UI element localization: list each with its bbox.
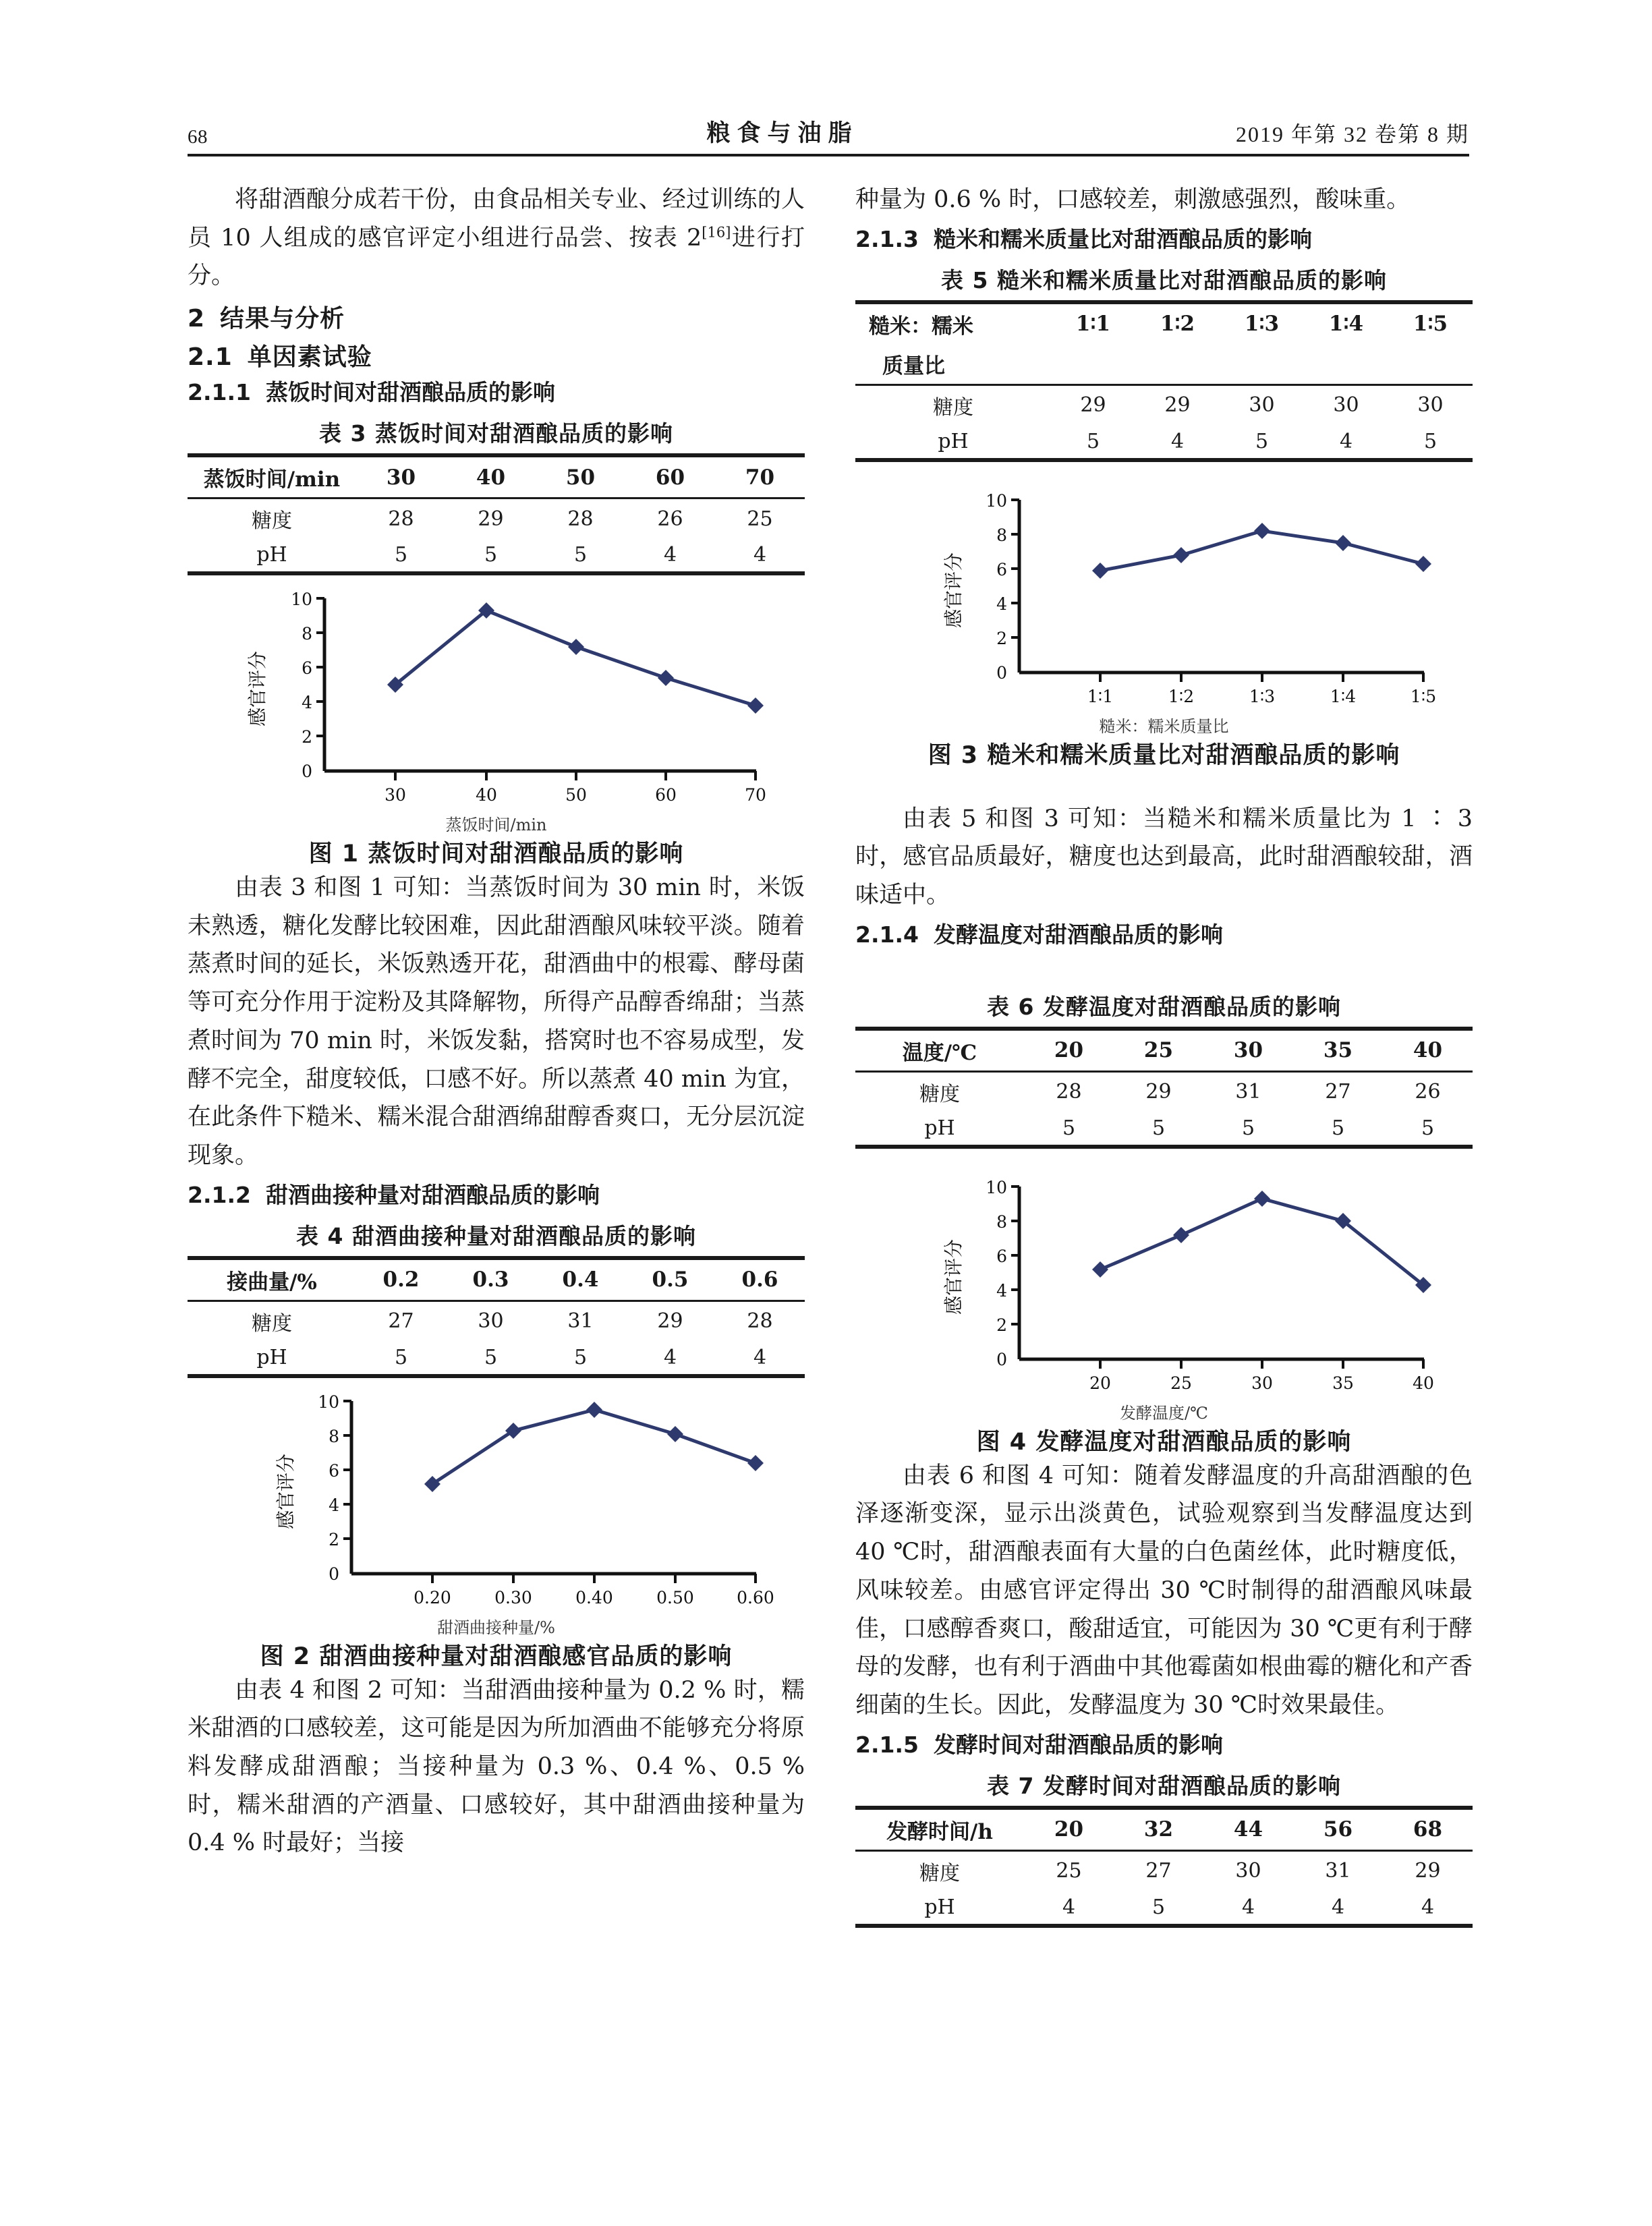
section-number-2-1-5: 2.1.5 — [855, 1731, 919, 1758]
table7-title: 表 7 发酵时间对甜酒酿品质的影响 — [987, 1772, 1341, 1799]
table7-col-header-4: 68 — [1413, 1817, 1443, 1842]
table6-col-header-0: 20 — [1054, 1038, 1084, 1063]
fig1-xtick-3: 60 — [654, 785, 677, 805]
fig2-ytick-10: 10 — [317, 1392, 339, 1412]
table4-title: 表 4 甜酒曲接种量对甜酒酿品质的影响 — [296, 1222, 696, 1249]
table6-title: 表 6 发酵温度对甜酒酿品质的影响 — [987, 993, 1341, 1020]
table3-r0c4: 25 — [747, 507, 773, 531]
fig4-ytick-8: 8 — [996, 1211, 1007, 1232]
fig4-xtick-3: 35 — [1332, 1373, 1354, 1393]
page-number: 68 — [188, 126, 208, 148]
table-row — [855, 1891, 1473, 1926]
table-row — [188, 538, 805, 573]
table4-col-header-1: 0.3 — [472, 1267, 509, 1292]
table3-r0c0: 28 — [388, 507, 414, 531]
table3-r0c1: 29 — [478, 507, 504, 531]
issue-info: 2019 年第 32 卷第 8 期 — [1235, 122, 1469, 146]
table6-r0c1: 29 — [1145, 1080, 1172, 1104]
table-row — [855, 1071, 1473, 1112]
section-title-2: 结果与分析 — [220, 305, 345, 333]
table4-header-row — [188, 1258, 805, 1301]
section-heading-2-1-3 — [855, 222, 1473, 254]
fig1-ytick-10: 10 — [290, 590, 312, 610]
table5-r1c3: 4 — [1339, 429, 1353, 453]
fig1-xlabel: 蒸饭时间/min — [445, 816, 547, 835]
fig3-ylabel: 感官评分 — [942, 552, 965, 628]
table5-header2-spacer-1 — [1135, 344, 1220, 385]
table5-r0c1: 29 — [1164, 393, 1191, 418]
table5-col-header-4: 1∶5 — [1413, 312, 1448, 337]
fig2-ytick-0: 0 — [328, 1564, 339, 1584]
section-title-2-1-2: 甜酒曲接种量对甜酒酿品质的影响 — [265, 1181, 600, 1208]
table7-col-header-label: 发酵时间/h — [886, 1819, 993, 1844]
table5-r1c2: 5 — [1255, 429, 1269, 453]
table6 — [855, 1027, 1473, 1149]
table3-r1c3: 4 — [663, 543, 677, 567]
table3-row1-label: pH — [256, 543, 287, 567]
fig1-ytick-0: 0 — [301, 762, 312, 782]
fig1-ytick-4: 4 — [301, 693, 312, 713]
table-row — [855, 1112, 1473, 1147]
running-head — [188, 101, 1469, 148]
reference-marker: [16] — [702, 224, 731, 241]
table6-col-header-2: 30 — [1233, 1038, 1263, 1063]
table5-row1-label: pH — [938, 429, 969, 453]
table7-col-header-0: 20 — [1054, 1817, 1084, 1842]
table3-col-header-2: 50 — [565, 465, 596, 490]
fig4-xlabel: 发酵温度/℃ — [1120, 1403, 1208, 1423]
table3-r0c3: 26 — [657, 507, 683, 531]
table7-row1-label: pH — [924, 1895, 955, 1919]
fig2-ytick-6: 6 — [328, 1460, 339, 1481]
table7-r1c4: 4 — [1421, 1895, 1435, 1919]
section-heading-2-1-4 — [855, 917, 1473, 949]
table6-r1c0: 5 — [1062, 1116, 1076, 1140]
fig3-svg — [884, 489, 1444, 712]
section-title-2-1: 单因素试验 — [247, 343, 372, 372]
fig1-ytick-6: 6 — [301, 658, 312, 679]
fig4-xtick-2: 30 — [1251, 1373, 1273, 1393]
section-number-2: 2 — [188, 305, 206, 333]
table-row — [188, 1341, 805, 1376]
fig2-xtick-1: 0.30 — [494, 1587, 532, 1607]
fig2-xtick-0: 0.20 — [413, 1587, 451, 1607]
table3-r1c2: 5 — [573, 543, 588, 567]
table5-r1c0: 5 — [1086, 429, 1100, 453]
figure-4-chart — [855, 1176, 1473, 1398]
fig1-xtick-2: 50 — [565, 785, 587, 805]
table7-col-header-3: 56 — [1323, 1817, 1353, 1842]
table3-r1c0: 5 — [394, 543, 408, 567]
table5-header2-spacer-4 — [1388, 344, 1473, 385]
table5-row0-label: 糖度 — [933, 395, 973, 420]
table4-row0-label: 糖度 — [252, 1311, 292, 1336]
table3 — [188, 453, 805, 575]
table3-r0c2: 28 — [567, 507, 594, 531]
paragraph-carryover: 种量为 0.6 % 时，口感较差，刺激感强烈，酸味重。 — [855, 186, 1411, 213]
section-heading-2-1-2 — [188, 1178, 805, 1209]
paragraph-fig3-analysis: 由表 5 和图 3 可知：当糙米和糯米质量比为 1 ∶ 3 时，感官品质最好，糖度也达到最高，此时甜酒酿较甜，酒味适中。 — [855, 805, 1473, 909]
table-row — [188, 498, 805, 539]
fig1-ytick-2: 2 — [301, 727, 312, 747]
table7 — [855, 1806, 1473, 1928]
table7-r0c4: 29 — [1415, 1859, 1441, 1883]
fig2-ytick-4: 4 — [328, 1495, 339, 1515]
table4-r1c3: 4 — [663, 1345, 677, 1369]
paragraph-fig1-analysis: 由表 3 和图 1 可知：当蒸饭时间为 30 min 时，米饭未熟透，糖化发酵比较困难，因此甜酒酿风味较平淡。随着蒸煮时间的延长，米饭熟透开花，甜酒曲中的根霉、酵母菌等可充分作用于淀粉及其降解物，所得产品醇香绵甜；当蒸煮时间为 70 min 时，米饭发黏，搭窝时也不容易成型，发酵不完全，甜度较低，口感不好。所以蒸煮 40 min 为宜，在此条件下糙米、糯米混合甜酒绵甜醇香爽口，无分层沉淀现象。 — [188, 874, 805, 1169]
paragraph-intro-tail: 进行打分。 — [188, 224, 805, 290]
fig4-ylabel: 感官评分 — [942, 1238, 965, 1315]
journal-title: 粮食与油脂 — [706, 119, 859, 147]
section-title-2-1-4: 发酵温度对甜酒酿品质的影响 — [933, 921, 1223, 948]
table6-col-header-4: 40 — [1413, 1038, 1443, 1063]
table3-col-header-label: 蒸饭时间/min — [203, 467, 341, 492]
section-title-2-1-1: 蒸饭时间对甜酒酿品质的影响 — [265, 379, 555, 406]
table5-r0c3: 30 — [1333, 393, 1359, 418]
fig1-ytick-8: 8 — [301, 624, 312, 644]
table4-r0c1: 30 — [478, 1309, 504, 1334]
table7-r1c1: 5 — [1151, 1895, 1166, 1919]
table5-col-header-0: 1∶1 — [1075, 312, 1111, 337]
fig3-xtick-1: 1∶2 — [1168, 686, 1194, 706]
fig3-xlabel: 糙米：糯米质量比 — [1099, 716, 1229, 736]
fig3-xtick-3: 1∶4 — [1330, 686, 1356, 706]
fig4-ytick-6: 6 — [996, 1246, 1007, 1266]
fig4-series-line — [1100, 1199, 1423, 1285]
fig2-xtick-4: 0.60 — [736, 1587, 774, 1607]
section-heading-2-1-5 — [855, 1728, 1473, 1759]
fig3-ytick-4: 4 — [996, 594, 1007, 614]
fig4-svg — [884, 1176, 1444, 1398]
table4-r1c1: 5 — [484, 1345, 498, 1369]
table5-header-row2 — [855, 344, 1473, 385]
table5-header2-spacer-0 — [1051, 344, 1135, 385]
table4-r0c3: 29 — [657, 1309, 683, 1334]
fig4-ytick-10: 10 — [985, 1177, 1007, 1197]
table3-title: 表 3 蒸饭时间对甜酒酿品质的影响 — [319, 420, 673, 447]
fig2-ytick-2: 2 — [328, 1529, 339, 1549]
table5-header2-spacer-3 — [1304, 344, 1388, 385]
figure-3 — [855, 489, 1473, 770]
figure-2 — [188, 1390, 805, 1672]
table6-r1c2: 5 — [1241, 1116, 1255, 1140]
fig2-caption: 图 2 甜酒曲接种量对甜酒酿感官品质的影响 — [260, 1643, 733, 1670]
table3-r1c1: 5 — [484, 543, 498, 567]
table5-header2-spacer-2 — [1220, 344, 1304, 385]
table7-row0-label: 糖度 — [919, 1861, 960, 1885]
table7-r0c0: 25 — [1056, 1859, 1082, 1883]
table5-col-header-3: 1∶4 — [1328, 312, 1364, 337]
table4-r0c0: 27 — [388, 1309, 414, 1334]
table-row — [855, 384, 1473, 425]
table5-header-row — [855, 302, 1473, 344]
table3-col-header-3: 60 — [655, 465, 685, 490]
table4-col-header-4: 0.6 — [741, 1267, 778, 1292]
figure-3-chart — [855, 489, 1473, 712]
fig3-ytick-2: 2 — [996, 628, 1007, 648]
fig1-xtick-0: 30 — [384, 785, 406, 805]
table4-r0c4: 28 — [747, 1309, 773, 1334]
figure-4 — [855, 1176, 1473, 1457]
right-column — [855, 181, 1473, 1928]
table5-title: 表 5 糙米和糯米质量比对甜酒酿品质的影响 — [941, 266, 1387, 293]
table3-col-header-1: 40 — [476, 465, 506, 490]
fig4-ytick-4: 4 — [996, 1280, 1007, 1301]
section-title-2-1-5: 发酵时间对甜酒酿品质的影响 — [933, 1731, 1223, 1758]
section-number-2-1-2: 2.1.2 — [188, 1181, 251, 1208]
table6-r1c1: 5 — [1151, 1116, 1166, 1140]
fig4-ytick-2: 2 — [996, 1315, 1007, 1335]
table7-col-header-1: 32 — [1143, 1817, 1174, 1842]
table5-r0c4: 30 — [1417, 393, 1444, 418]
fig2-svg — [217, 1390, 776, 1613]
fig3-ytick-0: 0 — [996, 662, 1007, 683]
table4-col-header-0: 0.2 — [382, 1267, 420, 1292]
table4-r1c0: 5 — [394, 1345, 408, 1369]
table6-col-header-label: 温度/℃ — [902, 1040, 977, 1065]
table5-col-header-2: 1∶3 — [1244, 312, 1280, 337]
table7-r0c3: 31 — [1325, 1859, 1351, 1883]
table6-col-header-3: 35 — [1323, 1038, 1353, 1063]
table4-row1-label: pH — [256, 1345, 287, 1369]
table-row — [855, 1850, 1473, 1891]
fig3-series-markers — [1092, 523, 1431, 579]
section-heading-2-1 — [188, 338, 805, 372]
fig4-ytick-0: 0 — [996, 1349, 1007, 1369]
fig4-xtick-0: 20 — [1089, 1373, 1111, 1393]
table3-r1c4: 4 — [753, 543, 767, 567]
table5-r0c0: 29 — [1080, 393, 1106, 418]
table7-r0c2: 30 — [1235, 1859, 1261, 1883]
table5-col-header-label-line2: 质量比 — [882, 353, 945, 378]
fig2-xtick-2: 0.40 — [575, 1587, 613, 1607]
table4-col-header-label: 接曲量/% — [227, 1269, 317, 1294]
table6-header-row — [855, 1029, 1473, 1072]
table3-col-header-4: 70 — [745, 465, 775, 490]
table5-r0c2: 30 — [1249, 393, 1275, 418]
table4-r1c4: 4 — [753, 1345, 767, 1369]
figure-1-chart — [188, 588, 805, 810]
table6-r0c0: 28 — [1056, 1080, 1082, 1104]
section-number-2-1-1: 2.1.1 — [188, 379, 251, 406]
table4-r0c2: 31 — [567, 1309, 594, 1334]
fig4-xtick-1: 25 — [1170, 1373, 1192, 1393]
section-number-2-1-3: 2.1.3 — [855, 225, 919, 252]
fig4-series-markers — [1092, 1191, 1431, 1293]
paragraph-intro-text: 将甜酒酿分成若干份，由食品相关专业、经过训练的人员 10 人组成的感官评定小组进行品尝、按表 2 — [188, 186, 805, 252]
table7-r1c0: 4 — [1062, 1895, 1076, 1919]
table4 — [188, 1256, 805, 1378]
table6-r0c3: 27 — [1325, 1080, 1351, 1104]
fig3-ytick-10: 10 — [985, 490, 1007, 511]
fig1-svg — [217, 588, 776, 810]
section-number-2-1: 2.1 — [188, 343, 233, 372]
paragraph-fig2-analysis: 由表 4 和图 2 可知：当甜酒曲接种量为 0.2 % 时，糯米甜酒的口感较差，这可能是因为所加酒曲不能够充分将原料发酵成甜酒酿；当接种量为 0.3 %、0.4 %、0.5 % 时，糯米甜酒的产酒量、口感较好，其中甜酒曲接种量为 0.4 % 时最好；当接 — [188, 1676, 805, 1857]
section-number-2-1-4: 2.1.4 — [855, 921, 919, 948]
left-column — [188, 181, 805, 1862]
table7-r1c2: 4 — [1241, 1895, 1255, 1919]
fig2-xtick-3: 0.50 — [656, 1587, 694, 1607]
fig1-series-line — [395, 610, 756, 706]
section-heading-2-1-1 — [188, 375, 805, 407]
figure-2-chart — [188, 1390, 805, 1613]
table5-col-header-label-line1: 糙米：糯米 — [869, 314, 973, 339]
fig2-series-line — [432, 1410, 756, 1484]
fig1-caption: 图 1 蒸饭时间对甜酒酿品质的影响 — [308, 840, 684, 868]
table6-r0c2: 31 — [1235, 1080, 1261, 1104]
section-title-2-1-3: 糙米和糯米质量比对甜酒酿品质的影响 — [933, 225, 1312, 252]
table6-col-header-1: 25 — [1143, 1038, 1174, 1063]
table7-r1c3: 4 — [1331, 1895, 1345, 1919]
fig1-ylabel: 感官评分 — [246, 651, 268, 727]
table6-row0-label: 糖度 — [919, 1082, 960, 1106]
fig2-xlabel: 甜酒曲接种量/% — [437, 1618, 555, 1637]
fig3-xtick-0: 1∶1 — [1087, 686, 1113, 706]
paragraph-intro — [188, 181, 805, 295]
fig4-caption: 图 4 发酵温度对甜酒酿品质的影响 — [976, 1428, 1352, 1456]
fig4-xtick-4: 40 — [1412, 1373, 1434, 1393]
fig1-xtick-1: 40 — [475, 785, 497, 805]
table6-r1c4: 5 — [1421, 1116, 1435, 1140]
fig1-series-markers — [387, 602, 764, 714]
figure-1 — [188, 588, 805, 869]
fig3-ytick-8: 8 — [996, 525, 1007, 545]
table-row — [188, 1301, 805, 1341]
fig3-xtick-4: 1∶5 — [1410, 686, 1436, 706]
fig3-xtick-2: 1∶3 — [1249, 686, 1275, 706]
table3-col-header-0: 30 — [386, 465, 416, 490]
fig3-caption: 图 3 糙米和糯米质量比对甜酒酿品质的影响 — [928, 741, 1400, 769]
fig3-ytick-6: 6 — [996, 559, 1007, 579]
fig1-xtick-4: 70 — [744, 785, 766, 805]
section-heading-2 — [188, 299, 805, 334]
table4-col-header-2: 0.4 — [562, 1267, 599, 1292]
table6-r1c3: 5 — [1331, 1116, 1345, 1140]
fig2-ytick-8: 8 — [328, 1426, 339, 1446]
table4-col-header-3: 0.5 — [652, 1267, 689, 1292]
table-row — [855, 425, 1473, 460]
table5-r1c1: 4 — [1170, 429, 1185, 453]
table7-r0c1: 27 — [1145, 1859, 1172, 1883]
fig2-ylabel: 感官评分 — [274, 1453, 297, 1529]
table5-col-header-1: 1∶2 — [1160, 312, 1195, 337]
table4-r1c2: 5 — [573, 1345, 588, 1369]
table7-header-row — [855, 1808, 1473, 1851]
table5-r1c4: 5 — [1423, 429, 1437, 453]
header-divider — [188, 154, 1469, 156]
paragraph-fig4-analysis: 由表 6 和图 4 可知：随着发酵温度的升高甜酒酿的色泽逐渐变深，显示出淡黄色，试验观察到当发酵温度达到 40 ℃时，甜酒酿表面有大量的白色菌丝体，此时糖度低，风味较差。由感官评定得出 30 ℃时制得的甜酒酿风味最佳，口感醇香爽口，酸甜适宜，可能因为 30 ℃更有利于酵母的发酵，也有利于酒曲中其他霉菌如根曲霉的糖化和产香细菌的生长。因此，发酵温度为 30 ℃时效果最佳。 — [855, 1462, 1473, 1719]
table6-r0c4: 26 — [1415, 1080, 1441, 1104]
table7-col-header-2: 44 — [1233, 1817, 1263, 1842]
table3-row0-label: 糖度 — [252, 509, 292, 534]
table6-row1-label: pH — [924, 1116, 955, 1140]
table3-header-row — [188, 455, 805, 498]
table5 — [855, 300, 1473, 462]
